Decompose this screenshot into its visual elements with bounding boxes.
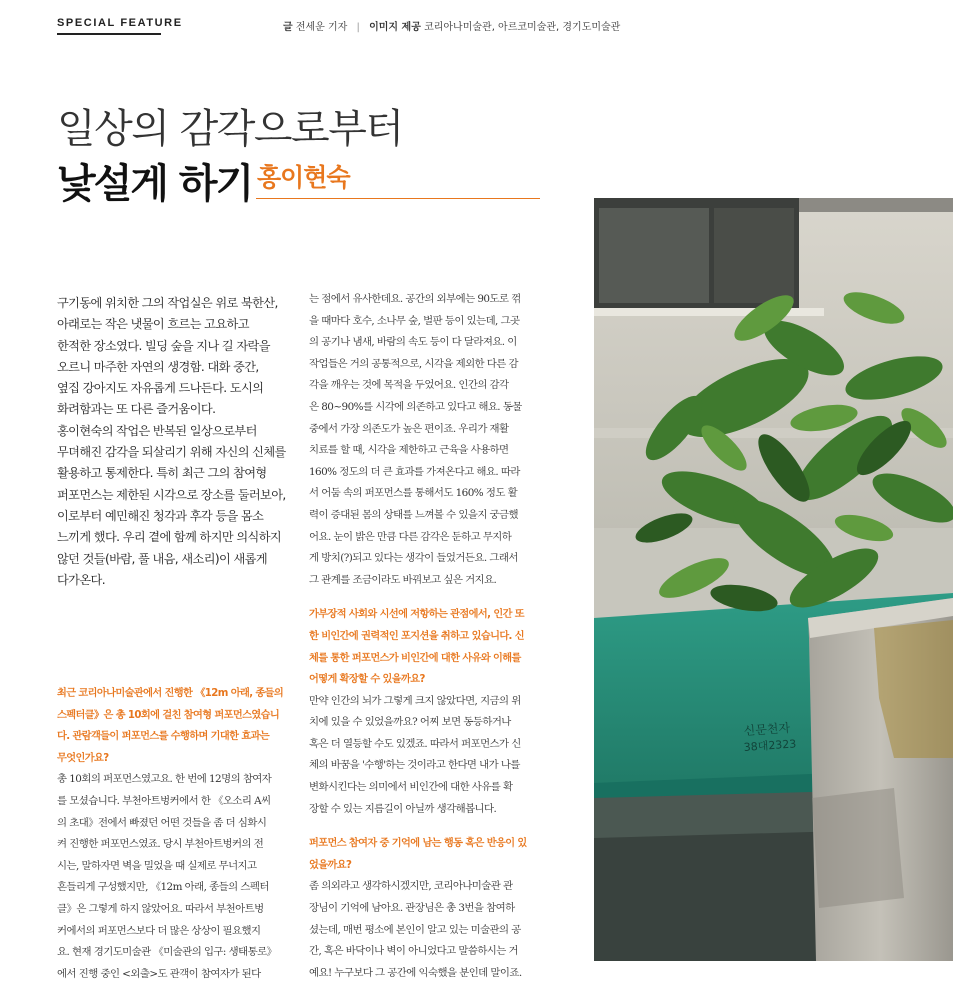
credits-line xyxy=(283,18,620,33)
lead-line: 무뎌해진 감각을 되살리기 위해 자신의 신체를 xyxy=(57,445,286,460)
lead-line: 한적한 장소였다. 빌딩 숲을 지나 길 자락을 xyxy=(57,338,270,353)
section-label: SPECIAL FEATURE xyxy=(57,17,183,29)
question-line: 었을까요? xyxy=(309,859,352,871)
answer-line: 혹은 더 열등할 수도 있겠죠. 따라서 퍼포먼스가 신 xyxy=(309,737,521,750)
writer-name: 전세운 기자 xyxy=(295,22,348,33)
lead-line: 이로부터 예민해진 청각과 후각 등을 몸소 xyxy=(57,508,264,523)
lead-line: 아래로는 작은 냇물이 흐르는 고요하고 xyxy=(57,317,249,332)
answer-line: 어요. 눈이 밝은 만큼 다른 감각은 둔하고 무지하 xyxy=(309,530,512,543)
lead-line: 않던 것들(바람, 풀 내음, 새소리)이 새롭게 xyxy=(57,551,267,566)
answer-line: 를 모셨습니다. 부천아트벙커에서 한 《오소리 A씨 xyxy=(57,794,271,807)
answer-line: 을 때마다 호수, 소나무 숲, 벌판 등이 있는데, 그곳 xyxy=(309,314,520,327)
question-line: 체를 통한 퍼포먼스가 비인간에 대한 사유와 이해를 xyxy=(309,652,521,664)
answer-line: 장님이 기억에 남아요. 관장님은 총 3번을 참여하 xyxy=(309,902,515,915)
image-credit-names: 코리아나미술관, 아르코미술관, 경기도미술관 xyxy=(424,22,621,33)
question-line: 최근 코리아나미술관에서 진행한 《12m 아래, 종들의 xyxy=(57,688,284,699)
answer-line: 작업들은 거의 공통적으로, 시각을 제외한 다른 감 xyxy=(309,357,519,370)
answer-line: 만약 인간의 뇌가 그렇게 크지 않았다면, 지금의 위 xyxy=(309,694,521,707)
answer-line: 흔들리게 구성했지만, 《12m 아래, 종들의 스펙터 xyxy=(57,881,269,894)
answer-line: 클》은 그렇게 하지 않았어요. 따라서 부천아트벙 xyxy=(57,902,264,915)
answer-line: 160% 정도의 더 큰 효과를 가져온다고 해요. 따라 xyxy=(309,465,520,478)
answer-line: 커에서의 퍼포먼스보다 더 많은 상상이 필요했지 xyxy=(57,924,261,937)
answer-line: 변화시킨다는 의미에서 비인간에 대한 사유를 확 xyxy=(309,781,513,794)
answer-line: 예요! 누구보다 그 공간에 익숙했을 분인데 말이죠. xyxy=(309,966,522,979)
question-line: 스펙터클》은 총 10회에 걸친 참여형 퍼포먼스였습니 xyxy=(57,709,280,721)
awning-sign-text: 38대2323 xyxy=(743,737,797,754)
interview-column-right xyxy=(309,289,539,984)
answer-line: 에서 진행 중인 <외출>도 관객이 참여자가 된다 xyxy=(57,967,261,980)
answer-line: 각을 깨우는 것에 목적을 두었어요. 인간의 감각 xyxy=(309,379,509,392)
question-line: 어떻게 확장할 수 있을까요? xyxy=(309,674,425,686)
answer-line: 장할 수 있는 지름길이 아닐까 생각해봅니다. xyxy=(309,802,497,815)
article-title-line1: 일상의 감각으로부터 xyxy=(57,106,403,152)
lead-line: 느끼게 했다. 우리 곁에 함께 하지만 의식하지 xyxy=(57,530,282,545)
lead-line: 옆집 강아지도 자유롭게 드나든다. 도시의 xyxy=(57,381,264,396)
question-line: 한 비인간에 권력적인 포지션을 취하고 있습니다. 신 xyxy=(309,630,525,642)
lead-line: 활용하고 통제한다. 특히 최근 그의 참여형 xyxy=(57,466,267,481)
lead-paragraph xyxy=(57,293,297,591)
answer-line: 력이 증대된 몸의 상태를 느껴볼 수 있을지 궁금했 xyxy=(309,508,519,521)
answer-line: 은 80~90%를 시각에 의존하고 있다고 해요. 동물 xyxy=(309,400,522,413)
answer-line: 는 점에서 유사한데요. 공간의 외부에는 90도로 꺾 xyxy=(309,293,521,305)
answer-line: 켜 진행한 퍼포먼스였죠. 당시 부천아트벙커의 전 xyxy=(57,838,264,851)
question-line: 다. 관람객들이 퍼포먼스를 수행하며 기대한 효과는 xyxy=(57,731,270,743)
lead-line: 오르니 마주한 자연의 생경함. 대화 중간, xyxy=(57,359,259,374)
lead-line: 퍼포먼스는 제한된 시각으로 장소를 둘러보아, xyxy=(57,487,286,502)
answer-line: 의 공기나 냄새, 바람의 속도 등이 다 달라져요. 이 xyxy=(309,336,517,349)
answer-line: 시는, 말하자면 벽을 밀었을 때 실제로 무너지고 xyxy=(57,859,257,872)
lead-line: 화려함과는 또 다른 즐거움이다. xyxy=(57,402,216,417)
question-line: 가부장적 사회와 시선에 저항하는 관점에서, 인간 또 xyxy=(309,609,525,621)
awning-sign-text: 신문천자 xyxy=(743,720,791,738)
answer-line: 체의 바꿈을 '수행'하는 것이라고 한다면 내가 나를 xyxy=(309,759,520,772)
artist-name: 홍이현숙 xyxy=(257,163,350,192)
question-line: 무엇인가요? xyxy=(57,752,109,764)
question-line: 퍼포먼스 참여자 중 기억에 남는 행동 혹은 반응이 있 xyxy=(309,838,527,850)
section-label-underline xyxy=(57,33,161,35)
answer-line: 좀 의외라고 생각하시겠지만, 코리아나미술관 관 xyxy=(309,880,513,893)
answer-line: 중에서 가장 의존도가 높은 편이죠. 우리가 재활 xyxy=(309,422,509,435)
interview-column-left xyxy=(57,683,287,985)
paragraph-gap xyxy=(309,591,539,604)
lead-line: 구기동에 위치한 그의 작업실은 위로 북한산, xyxy=(57,296,278,310)
answer-line: 그 관계를 조금이라도 바꿔보고 싶은 거지요. xyxy=(309,573,497,586)
artist-underline xyxy=(256,198,540,199)
paragraph-gap xyxy=(309,820,539,833)
answer-line: 서 어둠 속의 퍼포먼스를 통해서도 160% 정도 활 xyxy=(309,487,518,500)
answer-line: 치료를 할 때, 시각을 제한하고 근육을 사용하면 xyxy=(309,444,509,457)
answer-line: 치에 있을 수 있었을까요? 어찌 보면 동등하거나 xyxy=(309,716,511,729)
answer-line: 게 방치(?)되고 있다는 생각이 들었거든요. 그래서 xyxy=(309,552,518,565)
writer-label: 글 xyxy=(283,22,293,33)
image-credit-label: 이미지 제공 xyxy=(369,22,421,33)
article-title-line2: 낯설게 하기 xyxy=(57,161,253,207)
answer-line: 셨는데, 매번 평소에 본인이 알고 있는 미술관의 공 xyxy=(309,923,521,936)
answer-line: 요. 현재 경기도미술관 《미술관의 입구: 생태통로》 xyxy=(57,946,277,959)
feature-photo xyxy=(594,198,953,961)
answer-line: 의 초대》전에서 빠졌던 어떤 것들을 좀 더 심화시 xyxy=(57,816,267,829)
answer-line: 간, 혹은 바닥이나 벽이 아니었다고 말씀하시는 거 xyxy=(309,945,519,958)
answer-line: 총 10회의 퍼포먼스였고요. 한 번에 12명의 참여자 xyxy=(57,773,272,786)
lead-line: 홍이현숙의 작업은 반복된 일상으로부터 xyxy=(57,423,257,438)
lead-line: 다가온다. xyxy=(57,572,105,587)
credits-separator: | xyxy=(356,22,360,33)
